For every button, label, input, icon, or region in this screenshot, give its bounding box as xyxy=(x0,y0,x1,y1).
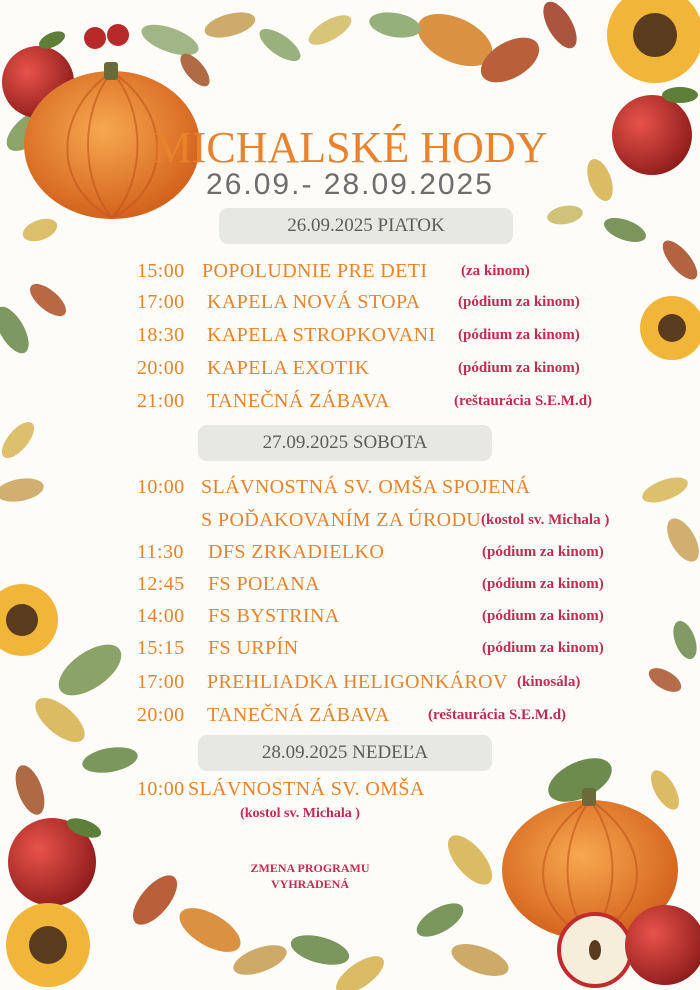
leaf-cluster-left xyxy=(0,417,46,505)
event-place: (kostol sv. Michala ) xyxy=(240,806,360,821)
event-place: (pódium za kinom) xyxy=(482,544,604,560)
event-name: FS BYSTRINA xyxy=(208,605,340,627)
sunflower-right xyxy=(640,296,700,360)
event-time: 21:00 xyxy=(137,390,185,412)
day-header-friday: 26.09.2025 PIATOK xyxy=(219,208,513,244)
event-name: FS POĽANA xyxy=(208,573,320,595)
event-name: FS URPÍN xyxy=(208,637,299,659)
event-place: (kostol sv. Michala ) xyxy=(481,512,610,528)
event-name: DFS ZRKADIELKO xyxy=(208,541,385,563)
event-place: (za kinom) xyxy=(461,263,530,279)
event-place: (reštaurácia S.E.M.d) xyxy=(428,707,567,723)
event-time: 15:15 xyxy=(137,637,185,659)
event-time: 10:00 xyxy=(137,476,185,498)
event-place: (pódium za kinom) xyxy=(482,608,604,624)
sunflower-top-right xyxy=(607,0,700,83)
note-line-2: VYHRADENÁ xyxy=(271,877,349,891)
event-name-continued: S POĎAKOVANÍM ZA ÚRODU xyxy=(201,509,482,531)
event-place: (kinosála) xyxy=(517,674,581,690)
apple-bottom-left xyxy=(8,814,104,906)
event-place: (pódium za kinom) xyxy=(458,327,580,343)
event-time: 20:00 xyxy=(137,357,185,379)
event-place: (pódium za kinom) xyxy=(458,294,580,310)
event-time: 15:00 xyxy=(137,260,185,282)
event-name: POPOLUDNIE PRE DETI xyxy=(202,260,428,282)
day-header-saturday: 27.09.2025 SOBOTA xyxy=(198,425,492,461)
sunflower-bottom-left xyxy=(6,903,90,987)
event-time: 17:00 xyxy=(137,671,185,693)
event-name: KAPELA STROPKOVANI xyxy=(207,324,436,346)
date-range: 26.09.- 28.09.2025 xyxy=(206,168,494,201)
event-place: (pódium za kinom) xyxy=(482,576,604,592)
event-name: KAPELA EXOTIK xyxy=(207,357,370,379)
event-time: 11:30 xyxy=(137,541,184,563)
event-time: 12:45 xyxy=(137,573,185,595)
day-header-sunday: 28.09.2025 NEDEĽA xyxy=(198,735,492,771)
event-name: TANEČNÁ ZÁBAVA xyxy=(207,704,390,726)
event-time: 14:00 xyxy=(137,605,185,627)
leaf-cluster-right xyxy=(639,472,700,696)
event-name: SLÁVNOSTNÁ SV. OMŠA xyxy=(188,778,425,800)
event-place: (pódium za kinom) xyxy=(458,360,580,376)
event-name: TANEČNÁ ZÁBAVA xyxy=(207,390,390,412)
event-time: 17:00 xyxy=(137,291,185,313)
apple-slice xyxy=(559,914,631,986)
event-time: 18:30 xyxy=(137,324,185,346)
event-time: 10:00 xyxy=(137,778,185,800)
event-time: 20:00 xyxy=(137,704,185,726)
event-place: (pódium za kinom) xyxy=(482,640,604,656)
program-change-note xyxy=(210,860,410,892)
page-title: MICHALSKÉ HODY xyxy=(152,123,548,172)
note-line-1: ZMENA PROGRAMU xyxy=(250,861,370,875)
event-name: KAPELA NOVÁ STOPA xyxy=(207,291,421,313)
event-place: (reštaurácia S.E.M.d) xyxy=(454,393,593,409)
sunflower-left xyxy=(0,584,58,656)
event-name: SLÁVNOSTNÁ SV. OMŠA SPOJENÁ xyxy=(201,476,531,498)
event-name: PREHLIADKA HELIGONKÁROV xyxy=(207,671,508,693)
